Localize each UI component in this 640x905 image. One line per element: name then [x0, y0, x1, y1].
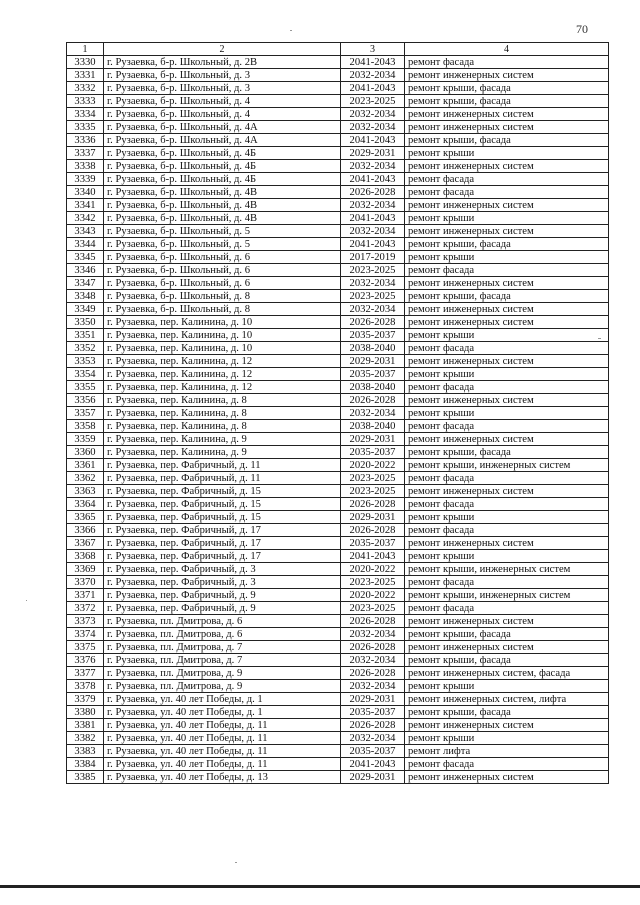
period-cell: 2023-2025 — [341, 264, 405, 277]
row-number-cell: 3347 — [67, 277, 104, 290]
table-row — [67, 95, 609, 108]
address-cell: г. Рузаевка, б-р. Школьный, д. 6 — [104, 264, 341, 277]
row-number-cell: 3360 — [67, 446, 104, 459]
table-header-row — [67, 43, 609, 56]
work-type-cell: ремонт крыши, фасада — [405, 238, 609, 251]
table-row — [67, 615, 609, 628]
period-cell: 2026-2028 — [341, 186, 405, 199]
row-number-cell: 3341 — [67, 199, 104, 212]
period-cell: 2041-2043 — [341, 550, 405, 563]
work-type-cell: ремонт крыши, фасада — [405, 290, 609, 303]
period-cell: 2032-2034 — [341, 628, 405, 641]
address-cell: г. Рузаевка, пер. Фабричный, д. 11 — [104, 459, 341, 472]
work-type-cell: ремонт крыши, инженерных систем — [405, 589, 609, 602]
table-row — [67, 290, 609, 303]
work-type-cell: ремонт фасада — [405, 56, 609, 69]
row-number-cell: 3364 — [67, 498, 104, 511]
address-cell: г. Рузаевка, б-р. Школьный, д. 6 — [104, 277, 341, 290]
work-type-cell: ремонт фасада — [405, 342, 609, 355]
table-row — [67, 732, 609, 745]
address-cell: г. Рузаевка, пл. Дмитрова, д. 6 — [104, 615, 341, 628]
work-type-cell: ремонт фасада — [405, 264, 609, 277]
table-row — [67, 186, 609, 199]
scan-speck — [26, 600, 27, 601]
table-row — [67, 56, 609, 69]
work-type-cell: ремонт фасада — [405, 173, 609, 186]
header-col-1: 1 — [67, 43, 104, 56]
address-cell: г. Рузаевка, б-р. Школьный, д. 4В — [104, 199, 341, 212]
work-type-cell: ремонт инженерных систем — [405, 121, 609, 134]
row-number-cell: 3336 — [67, 134, 104, 147]
table-row — [67, 745, 609, 758]
row-number-cell: 3354 — [67, 368, 104, 381]
work-type-cell: ремонт крыши, фасада — [405, 628, 609, 641]
row-number-cell: 3346 — [67, 264, 104, 277]
address-cell: г. Рузаевка, пл. Дмитрова, д. 7 — [104, 641, 341, 654]
work-type-cell: ремонт инженерных систем, фасада — [405, 667, 609, 680]
table-row — [67, 706, 609, 719]
table-row — [67, 277, 609, 290]
address-cell: г. Рузаевка, пер. Фабричный, д. 17 — [104, 537, 341, 550]
period-cell: 2032-2034 — [341, 654, 405, 667]
table-row — [67, 420, 609, 433]
row-number-cell: 3338 — [67, 160, 104, 173]
address-cell: г. Рузаевка, пер. Калинина, д. 10 — [104, 316, 341, 329]
work-type-cell: ремонт инженерных систем — [405, 433, 609, 446]
address-cell: г. Рузаевка, б-р. Школьный, д. 2В — [104, 56, 341, 69]
address-cell: г. Рузаевка, пер. Фабричный, д. 15 — [104, 498, 341, 511]
row-number-cell: 3359 — [67, 433, 104, 446]
work-type-cell: ремонт инженерных систем — [405, 225, 609, 238]
table-row — [67, 654, 609, 667]
work-type-cell: ремонт крыши — [405, 732, 609, 745]
period-cell: 2026-2028 — [341, 524, 405, 537]
address-cell: г. Рузаевка, пер. Фабричный, д. 11 — [104, 472, 341, 485]
work-type-cell: ремонт инженерных систем — [405, 771, 609, 784]
row-number-cell: 3378 — [67, 680, 104, 693]
period-cell: 2032-2034 — [341, 121, 405, 134]
table-row — [67, 524, 609, 537]
header-col-3: 3 — [341, 43, 405, 56]
table-row — [67, 251, 609, 264]
address-cell: г. Рузаевка, пер. Фабричный, д. 17 — [104, 550, 341, 563]
table-row — [67, 576, 609, 589]
table-row — [67, 303, 609, 316]
table-row — [67, 264, 609, 277]
period-cell: 2035-2037 — [341, 706, 405, 719]
work-type-cell: ремонт инженерных систем — [405, 303, 609, 316]
row-number-cell: 3365 — [67, 511, 104, 524]
period-cell: 2041-2043 — [341, 173, 405, 186]
table-row — [67, 355, 609, 368]
work-type-cell: ремонт крыши — [405, 407, 609, 420]
table-row — [67, 225, 609, 238]
work-type-cell: ремонт фасада — [405, 576, 609, 589]
period-cell: 2017-2019 — [341, 251, 405, 264]
table-row — [67, 108, 609, 121]
period-cell: 2029-2031 — [341, 771, 405, 784]
period-cell: 2032-2034 — [341, 69, 405, 82]
work-type-cell: ремонт фасада — [405, 472, 609, 485]
period-cell: 2032-2034 — [341, 108, 405, 121]
table-row — [67, 602, 609, 615]
address-cell: г. Рузаевка, пер. Калинина, д. 8 — [104, 394, 341, 407]
row-number-cell: 3371 — [67, 589, 104, 602]
repair-schedule-table — [66, 42, 609, 784]
work-type-cell: ремонт крыши, фасада — [405, 654, 609, 667]
work-type-cell: ремонт крыши, инженерных систем — [405, 563, 609, 576]
table-row — [67, 771, 609, 784]
row-number-cell: 3361 — [67, 459, 104, 472]
period-cell: 2026-2028 — [341, 316, 405, 329]
work-type-cell: ремонт инженерных систем — [405, 355, 609, 368]
table-row — [67, 316, 609, 329]
scan-speck — [235, 862, 237, 863]
table-row — [67, 628, 609, 641]
period-cell: 2023-2025 — [341, 576, 405, 589]
table-row — [67, 459, 609, 472]
table-row — [67, 667, 609, 680]
table-row — [67, 446, 609, 459]
row-number-cell: 3375 — [67, 641, 104, 654]
row-number-cell: 3372 — [67, 602, 104, 615]
period-cell: 2032-2034 — [341, 732, 405, 745]
period-cell: 2035-2037 — [341, 537, 405, 550]
period-cell: 2023-2025 — [341, 602, 405, 615]
table-row — [67, 238, 609, 251]
period-cell: 2035-2037 — [341, 446, 405, 459]
table-row — [67, 472, 609, 485]
table-row — [67, 641, 609, 654]
address-cell: г. Рузаевка, б-р. Школьный, д. 3 — [104, 69, 341, 82]
period-cell: 2029-2031 — [341, 433, 405, 446]
period-cell: 2020-2022 — [341, 459, 405, 472]
work-type-cell: ремонт инженерных систем — [405, 316, 609, 329]
table-row — [67, 511, 609, 524]
work-type-cell: ремонт инженерных систем — [405, 160, 609, 173]
address-cell: г. Рузаевка, пер. Калинина, д. 9 — [104, 446, 341, 459]
address-cell: г. Рузаевка, пер. Калинина, д. 10 — [104, 329, 341, 342]
period-cell: 2032-2034 — [341, 407, 405, 420]
address-cell: г. Рузаевка, б-р. Школьный, д. 4 — [104, 95, 341, 108]
row-number-cell: 3357 — [67, 407, 104, 420]
period-cell: 2038-2040 — [341, 381, 405, 394]
address-cell: г. Рузаевка, пл. Дмитрова, д. 9 — [104, 667, 341, 680]
table-row — [67, 368, 609, 381]
work-type-cell: ремонт фасада — [405, 186, 609, 199]
period-cell: 2026-2028 — [341, 719, 405, 732]
work-type-cell: ремонт инженерных систем — [405, 277, 609, 290]
row-number-cell: 3368 — [67, 550, 104, 563]
address-cell: г. Рузаевка, ул. 40 лет Победы, д. 13 — [104, 771, 341, 784]
table-row — [67, 82, 609, 95]
address-cell: г. Рузаевка, ул. 40 лет Победы, д. 11 — [104, 758, 341, 771]
address-cell: г. Рузаевка, пер. Калинина, д. 12 — [104, 381, 341, 394]
address-cell: г. Рузаевка, пер. Фабричный, д. 15 — [104, 511, 341, 524]
period-cell: 2020-2022 — [341, 589, 405, 602]
table-row — [67, 212, 609, 225]
table-row — [67, 134, 609, 147]
address-cell: г. Рузаевка, пер. Калинина, д. 12 — [104, 368, 341, 381]
table-row — [67, 719, 609, 732]
work-type-cell: ремонт фасада — [405, 602, 609, 615]
address-cell: г. Рузаевка, б-р. Школьный, д. 4А — [104, 134, 341, 147]
period-cell: 2038-2040 — [341, 342, 405, 355]
work-type-cell: ремонт фасада — [405, 498, 609, 511]
address-cell: г. Рузаевка, б-р. Школьный, д. 6 — [104, 251, 341, 264]
table-row — [67, 693, 609, 706]
work-type-cell: ремонт фасада — [405, 758, 609, 771]
period-cell: 2023-2025 — [341, 290, 405, 303]
table-row — [67, 394, 609, 407]
address-cell: г. Рузаевка, пер. Калинина, д. 8 — [104, 407, 341, 420]
address-cell: г. Рузаевка, б-р. Школьный, д. 4Б — [104, 147, 341, 160]
table-row — [67, 537, 609, 550]
work-type-cell: ремонт инженерных систем — [405, 108, 609, 121]
row-number-cell: 3333 — [67, 95, 104, 108]
work-type-cell: ремонт крыши, фасада — [405, 134, 609, 147]
work-type-cell: ремонт инженерных систем — [405, 394, 609, 407]
work-type-cell: ремонт инженерных систем — [405, 719, 609, 732]
period-cell: 2032-2034 — [341, 225, 405, 238]
address-cell: г. Рузаевка, ул. 40 лет Победы, д. 11 — [104, 719, 341, 732]
table-row — [67, 199, 609, 212]
work-type-cell: ремонт крыши — [405, 329, 609, 342]
period-cell: 2032-2034 — [341, 277, 405, 290]
row-number-cell: 3343 — [67, 225, 104, 238]
row-number-cell: 3380 — [67, 706, 104, 719]
address-cell: г. Рузаевка, б-р. Школьный, д. 3 — [104, 82, 341, 95]
row-number-cell: 3381 — [67, 719, 104, 732]
period-cell: 2041-2043 — [341, 758, 405, 771]
work-type-cell: ремонт инженерных систем — [405, 69, 609, 82]
work-type-cell: ремонт крыши — [405, 680, 609, 693]
address-cell: г. Рузаевка, ул. 40 лет Победы, д. 11 — [104, 745, 341, 758]
period-cell: 2041-2043 — [341, 82, 405, 95]
address-cell: г. Рузаевка, пер. Калинина, д. 9 — [104, 433, 341, 446]
work-type-cell: ремонт крыши, фасада — [405, 446, 609, 459]
address-cell: г. Рузаевка, пер. Фабричный, д. 9 — [104, 589, 341, 602]
period-cell: 2032-2034 — [341, 680, 405, 693]
row-number-cell: 3345 — [67, 251, 104, 264]
address-cell: г. Рузаевка, б-р. Школьный, д. 4Б — [104, 173, 341, 186]
row-number-cell: 3379 — [67, 693, 104, 706]
address-cell: г. Рузаевка, пер. Калинина, д. 8 — [104, 420, 341, 433]
row-number-cell: 3355 — [67, 381, 104, 394]
address-cell: г. Рузаевка, б-р. Школьный, д. 5 — [104, 225, 341, 238]
period-cell: 2041-2043 — [341, 238, 405, 251]
address-cell: г. Рузаевка, б-р. Школьный, д. 4Б — [104, 160, 341, 173]
table-row — [67, 550, 609, 563]
address-cell: г. Рузаевка, пер. Фабричный, д. 9 — [104, 602, 341, 615]
row-number-cell: 3334 — [67, 108, 104, 121]
address-cell: г. Рузаевка, б-р. Школьный, д. 8 — [104, 290, 341, 303]
address-cell: г. Рузаевка, пер. Фабричный, д. 17 — [104, 524, 341, 537]
row-number-cell: 3351 — [67, 329, 104, 342]
period-cell: 2029-2031 — [341, 693, 405, 706]
row-number-cell: 3363 — [67, 485, 104, 498]
row-number-cell: 3376 — [67, 654, 104, 667]
work-type-cell: ремонт крыши, фасада — [405, 706, 609, 719]
row-number-cell: 3373 — [67, 615, 104, 628]
address-cell: г. Рузаевка, б-р. Школьный, д. 4В — [104, 212, 341, 225]
address-cell: г. Рузаевка, пер. Фабричный, д. 15 — [104, 485, 341, 498]
address-cell: г. Рузаевка, пер. Калинина, д. 10 — [104, 342, 341, 355]
period-cell: 2035-2037 — [341, 368, 405, 381]
period-cell: 2041-2043 — [341, 56, 405, 69]
table-row — [67, 680, 609, 693]
address-cell: г. Рузаевка, б-р. Школьный, д. 5 — [104, 238, 341, 251]
work-type-cell: ремонт фасада — [405, 420, 609, 433]
row-number-cell: 3356 — [67, 394, 104, 407]
period-cell: 2032-2034 — [341, 303, 405, 316]
work-type-cell: ремонт крыши — [405, 550, 609, 563]
row-number-cell: 3337 — [67, 147, 104, 160]
row-number-cell: 3358 — [67, 420, 104, 433]
row-number-cell: 3335 — [67, 121, 104, 134]
address-cell: г. Рузаевка, б-р. Школьный, д. 8 — [104, 303, 341, 316]
period-cell: 2038-2040 — [341, 420, 405, 433]
row-number-cell: 3339 — [67, 173, 104, 186]
work-type-cell: ремонт крыши, инженерных систем — [405, 459, 609, 472]
table-row — [67, 485, 609, 498]
address-cell: г. Рузаевка, б-р. Школьный, д. 4А — [104, 121, 341, 134]
table-row — [67, 433, 609, 446]
row-number-cell: 3340 — [67, 186, 104, 199]
table-row — [67, 160, 609, 173]
period-cell: 2032-2034 — [341, 199, 405, 212]
period-cell: 2029-2031 — [341, 355, 405, 368]
work-type-cell: ремонт инженерных систем — [405, 641, 609, 654]
table-row — [67, 498, 609, 511]
table-row — [67, 173, 609, 186]
table-row — [67, 121, 609, 134]
scan-speck — [290, 30, 292, 31]
work-type-cell: ремонт крыши — [405, 511, 609, 524]
address-cell: г. Рузаевка, пл. Дмитрова, д. 9 — [104, 680, 341, 693]
row-number-cell: 3332 — [67, 82, 104, 95]
work-type-cell: ремонт крыши — [405, 251, 609, 264]
address-cell: г. Рузаевка, б-р. Школьный, д. 4 — [104, 108, 341, 121]
table-row — [67, 758, 609, 771]
address-cell: г. Рузаевка, пер. Фабричный, д. 3 — [104, 576, 341, 589]
work-type-cell: ремонт инженерных систем — [405, 537, 609, 550]
address-cell: г. Рузаевка, ул. 40 лет Победы, д. 1 — [104, 693, 341, 706]
row-number-cell: 3370 — [67, 576, 104, 589]
period-cell: 2029-2031 — [341, 511, 405, 524]
row-number-cell: 3384 — [67, 758, 104, 771]
work-type-cell: ремонт крыши — [405, 147, 609, 160]
work-type-cell: ремонт фасада — [405, 524, 609, 537]
table-row — [67, 563, 609, 576]
row-number-cell: 3331 — [67, 69, 104, 82]
row-number-cell: 3382 — [67, 732, 104, 745]
row-number-cell: 3383 — [67, 745, 104, 758]
work-type-cell: ремонт крыши — [405, 212, 609, 225]
header-col-4: 4 — [405, 43, 609, 56]
period-cell: 2026-2028 — [341, 615, 405, 628]
address-cell: г. Рузаевка, пл. Дмитрова, д. 7 — [104, 654, 341, 667]
address-cell: г. Рузаевка, пер. Фабричный, д. 3 — [104, 563, 341, 576]
period-cell: 2023-2025 — [341, 95, 405, 108]
work-type-cell: ремонт крыши, фасада — [405, 82, 609, 95]
period-cell: 2026-2028 — [341, 641, 405, 654]
row-number-cell: 3342 — [67, 212, 104, 225]
work-type-cell: ремонт лифта — [405, 745, 609, 758]
period-cell: 2029-2031 — [341, 147, 405, 160]
header-col-2: 2 — [104, 43, 341, 56]
row-number-cell: 3369 — [67, 563, 104, 576]
work-type-cell: ремонт инженерных систем — [405, 199, 609, 212]
table-row — [67, 69, 609, 82]
row-number-cell: 3330 — [67, 56, 104, 69]
work-type-cell: ремонт инженерных систем — [405, 485, 609, 498]
table-row — [67, 342, 609, 355]
row-number-cell: 3349 — [67, 303, 104, 316]
period-cell: 2041-2043 — [341, 212, 405, 225]
work-type-cell: ремонт крыши — [405, 368, 609, 381]
table-row — [67, 147, 609, 160]
address-cell: г. Рузаевка, пер. Калинина, д. 12 — [104, 355, 341, 368]
period-cell: 2035-2037 — [341, 329, 405, 342]
row-number-cell: 3344 — [67, 238, 104, 251]
period-cell: 2026-2028 — [341, 394, 405, 407]
page-number: 70 — [576, 22, 588, 36]
period-cell: 2035-2037 — [341, 745, 405, 758]
address-cell: г. Рузаевка, ул. 40 лет Победы, д. 1 — [104, 706, 341, 719]
row-number-cell: 3385 — [67, 771, 104, 784]
period-cell: 2032-2034 — [341, 160, 405, 173]
period-cell: 2020-2022 — [341, 563, 405, 576]
address-cell: г. Рузаевка, б-р. Школьный, д. 4В — [104, 186, 341, 199]
address-cell: г. Рузаевка, пл. Дмитрова, д. 6 — [104, 628, 341, 641]
work-type-cell: ремонт фасада — [405, 381, 609, 394]
work-type-cell: ремонт инженерных систем — [405, 615, 609, 628]
period-cell: 2023-2025 — [341, 485, 405, 498]
row-number-cell: 3377 — [67, 667, 104, 680]
page-bottom-rule — [0, 885, 640, 888]
table-row — [67, 381, 609, 394]
row-number-cell: 3362 — [67, 472, 104, 485]
work-type-cell: ремонт инженерных систем, лифта — [405, 693, 609, 706]
period-cell: 2026-2028 — [341, 667, 405, 680]
table-row — [67, 589, 609, 602]
address-cell: г. Рузаевка, ул. 40 лет Победы, д. 11 — [104, 732, 341, 745]
row-number-cell: 3367 — [67, 537, 104, 550]
row-number-cell: 3350 — [67, 316, 104, 329]
period-cell: 2026-2028 — [341, 498, 405, 511]
row-number-cell: 3348 — [67, 290, 104, 303]
row-number-cell: 3366 — [67, 524, 104, 537]
table-row — [67, 329, 609, 342]
period-cell: 2023-2025 — [341, 472, 405, 485]
period-cell: 2041-2043 — [341, 134, 405, 147]
table-row — [67, 407, 609, 420]
row-number-cell: 3353 — [67, 355, 104, 368]
work-type-cell: ремонт крыши, фасада — [405, 95, 609, 108]
row-number-cell: 3374 — [67, 628, 104, 641]
row-number-cell: 3352 — [67, 342, 104, 355]
